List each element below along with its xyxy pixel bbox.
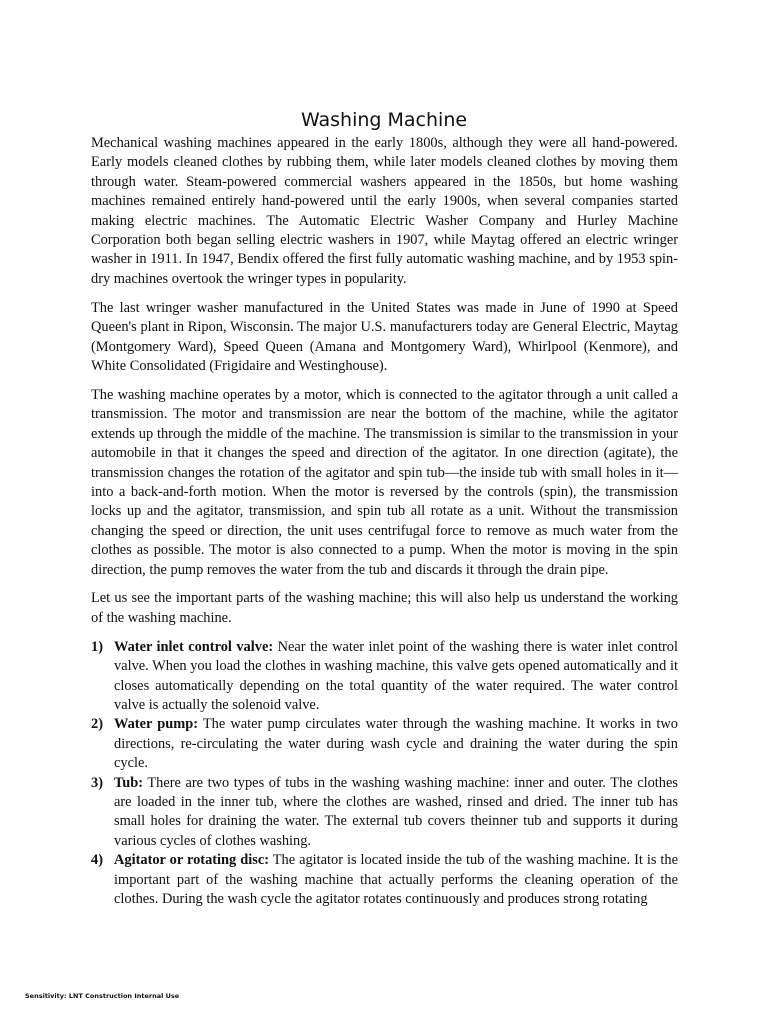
parts-list bbox=[91, 638, 678, 910]
list-item-text: The agitator is located inside the tub of the washing machine. It is the important part of the washing machine that actually performs the cleaning operation of the clothes. During the wash cycle the agitator rotates continuously and produces strong rotating bbox=[114, 852, 678, 908]
paragraph-history: Mechanical washing machines appeared in the early 1800s, although they were all hand-powered. Early models cleaned clothes by rubbing them, while later models cleaned clothes by moving them through water. Steam-powered commercial washers appeared in the 1850s, but home washing machines remained entirely hand-powered until the early 1900s, when several companies started making electric machines. The Automatic Electric Washer Company and Hurley Machine Corporation both began selling electric washers in 1907, while Maytag offered an electric wringer washer in 1911. In 1947, Bendix offered the first fully automatic washing machine, and by 1953 spin-dry machines overtook the wringer types in popularity. bbox=[91, 135, 678, 287]
document-body bbox=[91, 134, 678, 909]
sensitivity-label: Sensitivity: LNT Construction Internal Use bbox=[25, 992, 180, 1000]
list-item-number: 3) bbox=[91, 774, 103, 791]
list-item-number: 4) bbox=[91, 852, 103, 869]
list-item-term: Agitator or rotating disc: bbox=[114, 852, 270, 869]
paragraph-manufacturers: The last wringer washer manufactured in the United States was made in June of 1990 at Speed Queen's plant in Ripon, Wisconsin. The major U.S. manufacturers today are General Electric, Maytag (Montgomery Ward), Speed Queen (Amana and Montgomery Ward), Whirlpool (Kenmore), and White Consolidated (Frigidaire and Westinghouse). bbox=[91, 299, 678, 374]
paragraph-operation: The washing machine operates by a motor, which is connected to the agitator through a unit called a transmission. The motor and transmission are near the bottom of the machine, while the agitator extends up through the middle of the machine. The transmission is similar to the transmission in your automobile in that it changes the speed and direction of the agitator. In one direction (agitate), the transmission changes the rotation of the agitator and spin tub—the inside tub with small holes in it—into a back-and-forth motion. When the motor is reversed by the controls (spin), the transmission locks up and the agitator, transmission, and spin tub all rotate as a unit. Without the transmission changing the speed or direction, the unit uses centrifugal force to remove as much water from the clothes as possible. The motor is also connected to a pump. When the motor is moving in the spin direction, the pump removes the water from the tub and discards it through the drain pipe. bbox=[91, 386, 678, 578]
list-item-term: Water pump: bbox=[114, 716, 199, 733]
list-item-number: 2) bbox=[91, 716, 103, 733]
list-item-text: Near the water inlet point of the washing there is water inlet control valve. When you load the clothes in washing machine, this valve gets opened automatically and it closes automatically depending on the total quantity of the water required. The water control valve is actually the solenoid valve. bbox=[114, 638, 678, 713]
list-item-text: The water pump circulates water through the washing machine. It works in two directions, re-circulating the water during wash cycle and draining the water during the spin cycle. bbox=[114, 716, 678, 772]
list-item bbox=[91, 851, 678, 909]
list-item-term: Water inlet control valve: bbox=[114, 638, 274, 655]
list-item bbox=[91, 715, 678, 773]
page-title: Washing Machine bbox=[300, 108, 468, 131]
list-item-term: Tub: bbox=[114, 774, 144, 791]
paragraph-intro-parts: Let us see the important parts of the washing machine; this will also help us understand the working of the washing machine. bbox=[91, 590, 678, 626]
list-item bbox=[91, 638, 678, 716]
list-item-number: 1) bbox=[91, 638, 103, 655]
list-item bbox=[91, 774, 678, 852]
list-item-text: There are two types of tubs in the washing washing machine: inner and outer. The clothes are loaded in the inner tub, where the clothes are washed, rinsed and dried. The inner tub has small holes for draining the water. The external tub covers theinner tub and supports it during various cycles of clothes washing. bbox=[114, 774, 678, 849]
